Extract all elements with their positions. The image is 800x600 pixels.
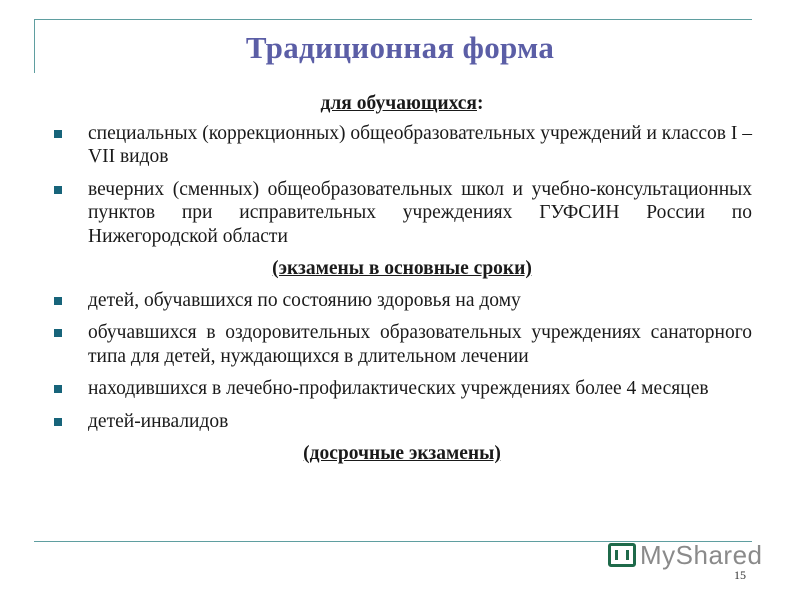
section1-heading-colon: : — [476, 93, 484, 114]
watermark-logo — [608, 540, 763, 570]
myshared-logo-icon — [608, 543, 636, 567]
bullet-icon — [54, 297, 62, 305]
list-item — [52, 178, 752, 249]
section1-heading-text: для обучающихся — [320, 93, 477, 114]
bullet-icon — [54, 130, 62, 138]
list-item — [52, 377, 752, 401]
watermark-text: MyShared — [640, 539, 763, 570]
section2-exam-period: (досрочные экзамены) — [303, 443, 501, 464]
list-item-text: детей-инвалидов — [88, 410, 229, 432]
list-item — [52, 321, 752, 368]
list-item — [52, 410, 752, 434]
list-item — [52, 289, 752, 313]
section1-heading — [52, 92, 752, 116]
section2-list — [52, 289, 752, 434]
list-item-text: находившихся в лечебно-профилактических учреждениях более 4 месяцев — [88, 378, 709, 399]
bullet-icon — [54, 186, 62, 194]
list-item-text: детей, обучавшихся по состоянию здоровья на дому — [88, 289, 521, 311]
list-item — [52, 122, 752, 169]
list-item-text: вечерних (сменных) общеобразовательных школ и учебно-консультационных пунктов при исправительных учреждениях ГУФСИН России по Нижегородской области — [88, 178, 752, 247]
section1-list — [52, 122, 752, 249]
bullet-icon — [54, 385, 62, 393]
slide-content — [52, 92, 752, 472]
slide-title: Традиционная форма — [245, 30, 555, 65]
list-item-text: специальных (коррекционных) общеобразовательных учреждений и классов I – VII видов — [88, 122, 752, 167]
bullet-icon — [54, 329, 62, 337]
page-number: 15 — [734, 568, 746, 582]
section1-exam-period: (экзамены в основные сроки) — [272, 258, 532, 279]
frame-top-line — [34, 19, 752, 20]
list-item-text: обучавшихся в оздоровительных образовательных учреждениях санаторного типа для детей, нуждающихся в длительном лечении — [88, 322, 752, 367]
bullet-icon — [54, 418, 62, 426]
